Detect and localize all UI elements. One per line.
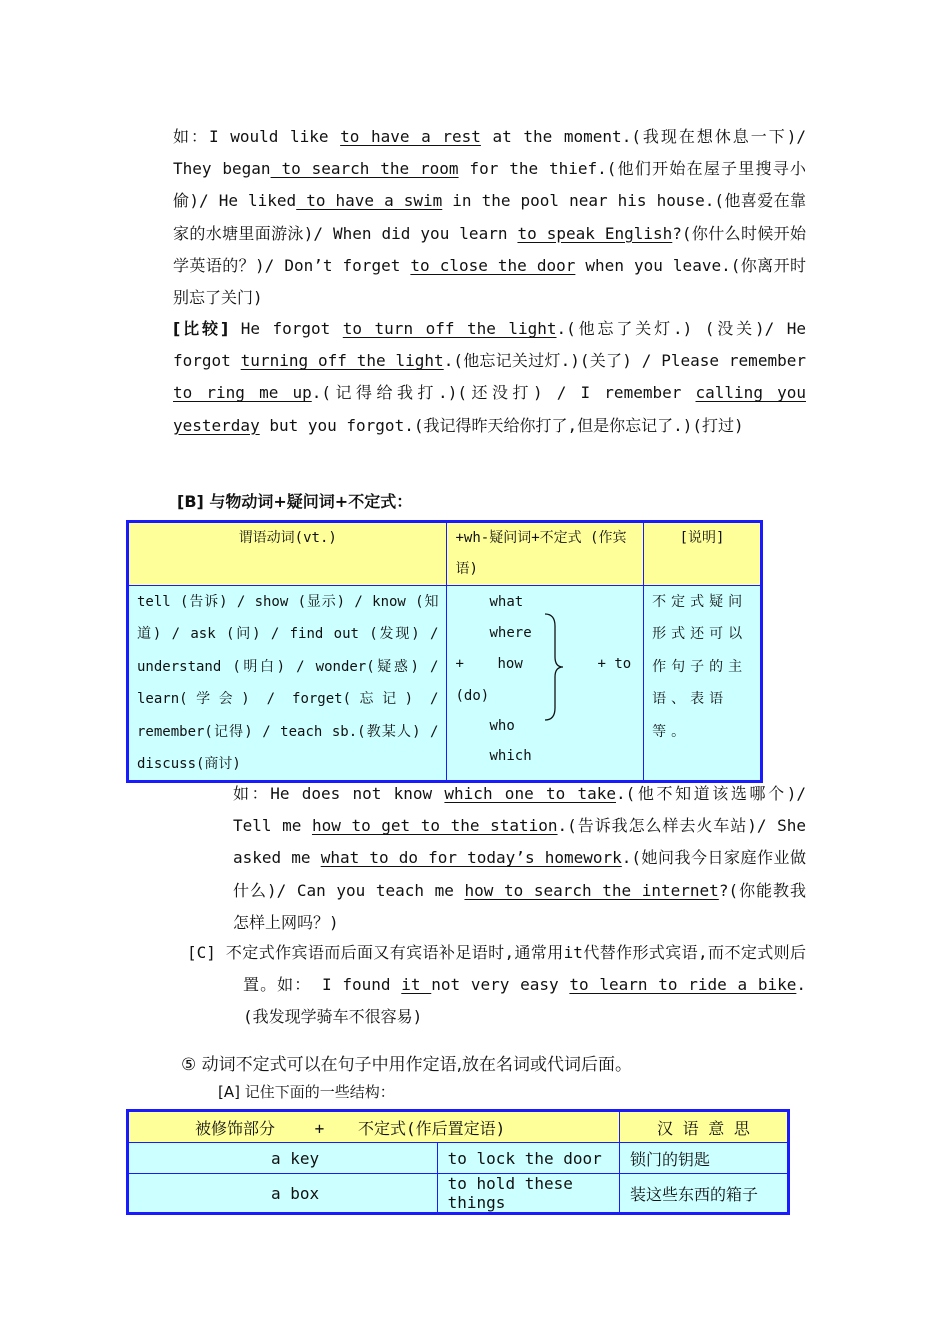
underlined-phrase: to search the room [270,159,459,179]
section-c-paragraph [187,937,806,1034]
meaning-cell: 锁门的钥匙 [619,1143,788,1174]
underlined-phrase: which one to take [444,784,616,803]
underlined-phrase: it [401,975,432,995]
example-paragraph-2 [233,778,806,939]
section-a-title: [A] 记住下面的一些结构： [218,1083,395,1101]
wh-word-group [455,586,635,779]
underlined-phrase: to have a rest [340,127,481,146]
infinitive-cell: to hold these things [437,1174,619,1214]
wh-word: who [489,718,515,734]
meaning-cell: 装这些东西的箱子 [619,1174,788,1214]
underlined-phrase: how to search the internet [464,880,719,900]
plus-sign: + [455,656,464,672]
example-paragraph-1 [173,121,806,314]
text-segment: in the pool near his house.(他喜爱在靠家的水塘里面游泳)/ When did you learn [173,191,807,243]
text-segment: but you forgot.(我记得昨天给你打了,但是你忘记了.)(打过) [259,415,744,435]
infinitive-cell: to lock the door [437,1143,619,1174]
table-row [128,586,762,782]
header-modified: 被修饰部分 [195,1118,276,1138]
item-5-text: ⑤ 动词不定式可以在句子中用作定语,放在名词或代词后面。 [181,1055,633,1075]
text-segment: [C] 不定式作宾语而后面又有宾语补足语时,通常用it代替作形式宾语,而不定式则后置。如： I found [187,943,806,995]
note-cell: 不定式疑问形式还可以作句子的主语、表语等。 [644,586,762,782]
text-segment: 如：I would like [173,127,341,146]
text-segment: when you leave.(你离开时别忘了关门) [173,255,806,308]
modified-cell: a key [128,1143,438,1174]
underlined-phrase: what to do for today’s homework [320,848,622,868]
underlined-phrase: to turn off the light [342,319,557,338]
text-segment: He forgot [228,319,343,338]
attributive-infinitive-table [126,1109,790,1215]
text-segment: .(他忘了关灯.) (没关)/ He forgot [173,319,806,371]
do-label: (do) [455,688,490,704]
underlined-phrase: to ring me up [173,383,312,403]
text-segment: 如：He does not know [233,784,445,803]
wh-infinitive-table [126,520,763,783]
header-verb: 谓语动词(vt.) [128,522,447,586]
header-plus: + [314,1118,325,1138]
table-row [128,1174,789,1214]
underlined-phrase: to speak English [517,223,673,243]
wh-word: how [497,656,523,672]
underlined-phrase: to learn to ride a bike [569,975,797,995]
modified-cell: a box [128,1174,438,1214]
underlined-phrase: how to get to the station [311,816,558,836]
text-segment: .(我发现学骑车不很容易) [243,975,806,1027]
wh-word: where [489,625,532,641]
verb-list-cell: tell (告诉) / show (显示) / know (知道) / ask (问) / find out (发现) / understand (明白) / wonder(疑惑) / learn(学会) / forget(忘记) / remember(记得) / teach sb.(教某人) / discuss(商讨) [128,586,447,782]
wh-word-cell [447,586,644,782]
text-segment: .(他忘记关过灯.)(关了) / Please remember [443,351,806,371]
header-note: [说明] [644,522,762,586]
header-wh: +wh-疑问词+不定式 (作宾语) [447,522,644,586]
table-header-row [128,1111,789,1143]
header-meaning: 汉 语 意 思 [619,1111,788,1143]
comparison-paragraph [173,313,806,442]
header-infinitive: 不定式(作后置定语) [357,1118,506,1138]
text-segment: ?(你能教我怎样上网吗？) [233,880,806,932]
text-segment: for the thief.(他们开始在屋子里搜寻小偷)/ He liked [173,159,807,211]
text-segment: not very easy [431,975,570,995]
header-modified-infinitive [128,1111,620,1143]
text-segment: at the moment.(我现在想休息一下)/ They began [173,127,806,179]
right-brace-icon [543,612,565,722]
text-segment: .(告诉我怎么样去火车站)/ She asked me [233,816,806,868]
table-row [128,1143,789,1174]
section-b-title: [B] 与物动词+疑问词+不定式： [177,492,413,511]
text-segment: .(他不知道该选哪个)/ Tell me [233,784,806,836]
text-segment: ?(你什么时候开始学英语的？)/ Don’t forget [173,223,806,275]
text-segment: .(记得给我打.)(还没打) / I remember [311,383,696,403]
wh-word: what [489,594,524,610]
underlined-phrase: calling you yesterday [173,383,806,435]
text-segment: .(她问我今日家庭作业做什么)/ Can you teach me [233,848,806,900]
table-header-row [128,522,762,586]
plus-to-label: + to [597,656,632,672]
wh-word: which [489,748,532,764]
comparison-label: [比较] [173,319,229,338]
underlined-phrase: to close the door [410,255,576,275]
underlined-phrase: turning off the light [240,351,444,371]
underlined-phrase: to have a swim [296,191,443,211]
